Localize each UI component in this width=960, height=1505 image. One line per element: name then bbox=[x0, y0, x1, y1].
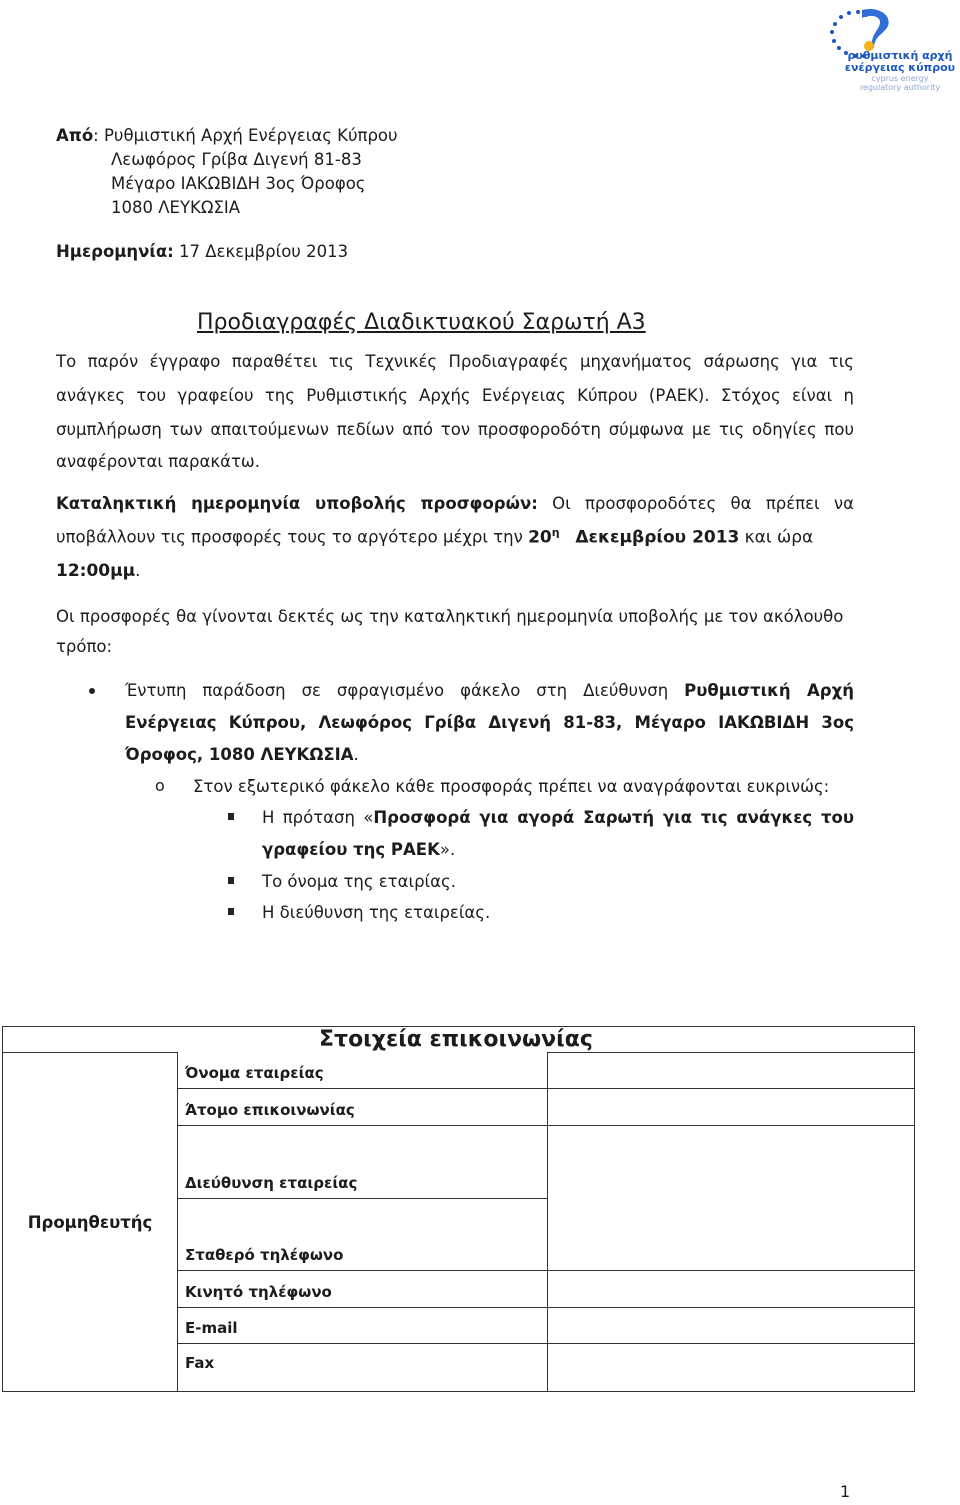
date-label: Ημερομηνία: bbox=[56, 242, 174, 261]
bullet-square-marker bbox=[228, 813, 234, 820]
envelope-item-phrase-line-2 bbox=[262, 840, 455, 859]
envelope-text: Στον εξωτερικό φάκελο κάθε προσφοράς πρέπει να αναγράφονται ευκρινώς: bbox=[193, 777, 830, 796]
delivery-period: . bbox=[353, 745, 359, 764]
document-title: Προδιαγραφές Διαδικτυακού Σαρωτή Α3 bbox=[197, 310, 646, 335]
deadline-label: Καταληκτική ημερομηνία υποβολής προσφορών: bbox=[56, 494, 538, 513]
offers-line-1: Οι προσφορές θα γίνονται δεκτές ως την καταληκτική ημερομηνία υποβολής με τον ακόλουθο bbox=[56, 607, 844, 626]
field-email-label: E-mail bbox=[178, 1308, 548, 1344]
sender-first-line: Από: Ρυθμιστική Αρχή Ενέργειας Κύπρου bbox=[56, 126, 398, 145]
sender-line-2: Λεωφόρος Γρίβα Διγενή 81-83 bbox=[111, 150, 362, 169]
field-fax-value[interactable] bbox=[548, 1344, 915, 1392]
deadline-month: Δεκεμβρίου 2013 bbox=[575, 527, 740, 548]
deadline-period: . bbox=[135, 561, 141, 580]
bullet-o-marker: o bbox=[155, 776, 165, 795]
phrase-bold-1: Προσφορά για αγορά Σαρωτή για τις ανάγκες του bbox=[373, 808, 854, 827]
field-company-address-label: Διεύθυνση εταιρείας bbox=[178, 1126, 548, 1199]
deadline-and-time: και ώρα bbox=[744, 527, 814, 548]
date-line bbox=[56, 242, 348, 261]
logo-line-1: ρυθμιστική αρχή bbox=[847, 49, 953, 62]
deadline-line1-rest: Οι προσφοροδότες θα πρέπει να bbox=[552, 494, 854, 513]
deadline-line-1 bbox=[56, 494, 854, 513]
supplier-label: Προμηθευτής bbox=[3, 1053, 178, 1392]
envelope-item-name: Το όνομα της εταιρίας. bbox=[262, 872, 456, 891]
field-company-address-value[interactable] bbox=[548, 1126, 915, 1271]
envelope-item-address: Η διεύθυνση της εταιρείας. bbox=[262, 903, 491, 922]
delivery-bold-1: Ρυθμιστική Αρχή bbox=[684, 681, 854, 700]
deadline-line-2 bbox=[56, 526, 813, 548]
bullet-square-marker bbox=[228, 877, 234, 884]
field-email-value[interactable] bbox=[548, 1308, 915, 1344]
contact-table-heading: Στοιχεία επικοινωνίας bbox=[3, 1027, 915, 1053]
deadline-day: 20 bbox=[528, 527, 552, 548]
raek-logo bbox=[822, 4, 958, 98]
deadline-day-sup: η bbox=[551, 526, 560, 539]
intro-line-4: αναφέρονται παρακάτω. bbox=[56, 452, 260, 471]
field-fax-label: Fax bbox=[178, 1344, 548, 1392]
sender-line-1: Ρυθμιστική Αρχή Ενέργειας Κύπρου bbox=[103, 126, 398, 145]
intro-line-1: Το παρόν έγγραφο παραθέτει τις Τεχνικές Προδιαγραφές μηχανήματος σάρωσης για τις bbox=[56, 352, 854, 371]
field-landline-label: Σταθερό τηλέφωνο bbox=[178, 1199, 548, 1271]
sender-line-4: 1080 ΛΕΥΚΩΣΙΑ bbox=[111, 198, 241, 217]
field-company-name-label: Όνομα εταιρείας bbox=[178, 1053, 548, 1089]
field-mobile-value[interactable] bbox=[548, 1271, 915, 1308]
deadline-time: 12:00μμ bbox=[56, 561, 136, 581]
sender-line-3: Μέγαρο ΙΑΚΩΒΙΔΗ 3ος Όροφος bbox=[111, 174, 366, 193]
delivery-line-1 bbox=[125, 681, 854, 700]
phrase-bold-2: γραφείου της ΡΑΕΚ bbox=[262, 840, 440, 859]
intro-line-3: συμπλήρωση των απαιτούμενων πεδίων από τον προσφοροδότη σύμφωνα με τις οδηγίες που bbox=[56, 420, 854, 439]
intro-line-2: ανάγκες του γραφείου της Ρυθμιστικής Αρχής Ενέργειας Κύπρου (ΡΑΕΚ). Στόχος είναι η bbox=[56, 386, 854, 405]
delivery-line-2 bbox=[125, 713, 854, 732]
field-mobile-label: Κινητό τηλέφωνο bbox=[178, 1271, 548, 1308]
offers-line-2: τρόπο: bbox=[56, 637, 113, 656]
logo-line-3: cyprus energy bbox=[871, 74, 929, 83]
delivery-bold-2: Ενέργειας Κύπρου, Λεωφόρος Γρίβα Διγενή 81-83, Μέγαρο ΙΑΚΩΒΙΔΗ 3ος bbox=[125, 713, 854, 732]
field-company-name-value[interactable] bbox=[548, 1053, 915, 1089]
page-number: 1 bbox=[840, 1482, 851, 1501]
bullet-dot-marker bbox=[89, 688, 95, 694]
date-value: 17 Δεκεμβρίου 2013 bbox=[179, 242, 349, 261]
phrase-pre: Η πρόταση « bbox=[262, 808, 374, 827]
logo-line-2: ενέργειας κύπρου bbox=[844, 61, 956, 74]
field-contact-person-value[interactable] bbox=[548, 1089, 915, 1126]
deadline-line-3 bbox=[56, 561, 140, 581]
bullet-square-marker bbox=[228, 908, 234, 915]
sender-label: Από bbox=[56, 126, 94, 145]
deadline-line2-pre: υποβάλλουν τις προσφορές τους το αργότερο μέχρι την bbox=[56, 527, 523, 547]
delivery-bold-3: Όροφος, 1080 ΛΕΥΚΩΣΙΑ bbox=[125, 745, 354, 764]
logo-line-4: regulatory authority bbox=[859, 83, 941, 92]
delivery-line-3 bbox=[125, 745, 359, 764]
contact-details-table bbox=[2, 1026, 915, 1392]
field-contact-person-label: Άτομο επικοινωνίας bbox=[178, 1089, 548, 1126]
phrase-post: ». bbox=[439, 840, 456, 859]
delivery-pre: Έντυπη παράδοση σε σφραγισμένο φάκελο στη Διεύθυνση bbox=[125, 681, 669, 700]
envelope-item-phrase-line-1 bbox=[262, 808, 854, 827]
